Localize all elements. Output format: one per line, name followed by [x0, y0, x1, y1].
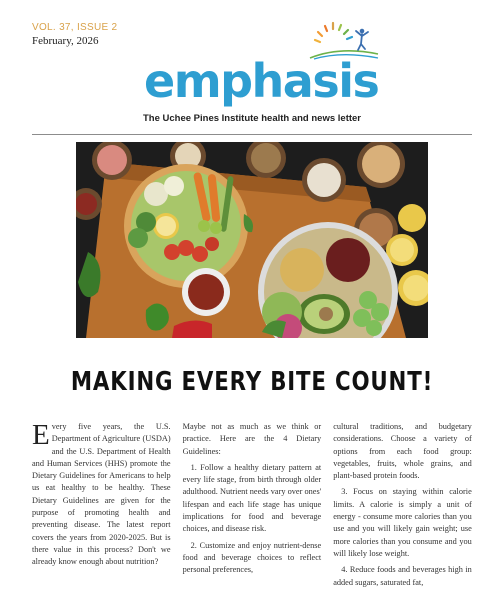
- header-divider: [32, 134, 472, 135]
- article-paragraph: 1. Follow a healthy dietary pattern at every life stage, from birth through older adulthood. Nutrient needs vary over ones' lifespan and each life stage has unique implications for food and beverage choices, and disease risk.: [182, 462, 322, 534]
- masthead-title: emphasis: [144, 54, 379, 108]
- article-paragraph: 4. Reduce foods and beverages high in added sugars, saturated fat,: [333, 565, 472, 587]
- masthead-tagline: The Uchee Pines Institute health and news letter: [142, 113, 362, 124]
- article-body: [32, 421, 472, 612]
- article-paragraph: 3. Focus on staying within calorie limits. A calorie is simply a unit of energy - consume more calories than you use and you will likely gain weight; use more calories than you consume and you will likely lose weight.: [333, 487, 472, 558]
- article-paragraph: [32, 421, 171, 569]
- article-column-3: [333, 421, 472, 612]
- issue-label: VOL. 37, ISSUE 2: [32, 22, 118, 33]
- article-paragraph: Maybe not as much as we think or practice. Here are the 4 Dietary Guidelines:: [182, 422, 322, 456]
- paragraph-text: very five years, the U.S. Department of Agriculture (USDA) and the U.S. Department of Health and Human Services (HHS) promote the Dietary Guidelines for Americans to help us eat healthy to be healthy. These Dietary Guidelines are given for the purpose of promoting health and preventing disease. The latest report covers the years from 2020-2025. But is there value in this process? Don't we already know enough about nutrition?: [32, 422, 171, 567]
- article-paragraph: 2. Customize and enjoy nutrient-dense food and beverage choices to reflect personal preferences,: [182, 540, 322, 575]
- article-column-1: [32, 421, 171, 612]
- drop-cap: E: [32, 421, 50, 451]
- article-headline: MAKING EVERY BITE COUNT!: [70, 367, 434, 397]
- article-column-2: [183, 421, 322, 612]
- hero-food-photo: [76, 142, 428, 338]
- issue-date: February, 2026: [32, 35, 99, 47]
- article-paragraph: cultural traditions, and budgetary considerations. Choose a variety of options from each food group: vegetables, fruits, whole grains, and plant-based protein foods.: [333, 422, 472, 481]
